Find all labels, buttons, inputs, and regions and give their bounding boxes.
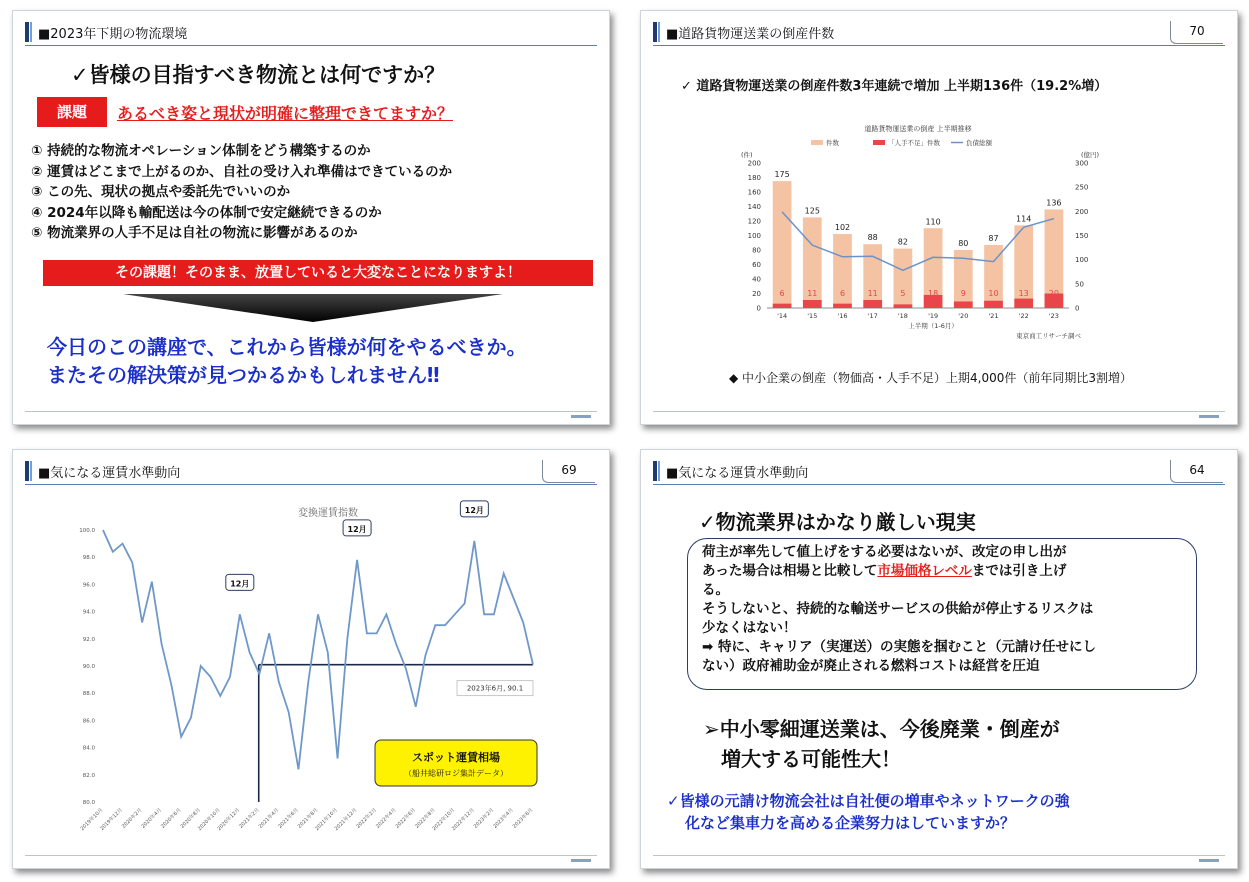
big-warning-line: 増大する可能性大！ bbox=[721, 747, 901, 771]
x-tick: 2021年2月 bbox=[238, 807, 261, 830]
bar-labor-shortage bbox=[773, 304, 792, 308]
x-tick: 2022年6月 bbox=[394, 807, 418, 830]
y-left-tick: 140 bbox=[747, 203, 761, 211]
y-right-tick: 300 bbox=[1075, 159, 1089, 168]
y-tick: 96.0 bbox=[82, 582, 95, 589]
x-tick: 2023年2月 bbox=[472, 807, 496, 830]
slide-4-header bbox=[653, 462, 808, 480]
legend-swatch bbox=[811, 140, 823, 145]
x-tick: 2022年4月 bbox=[375, 807, 398, 830]
y-right-tick: 200 bbox=[1075, 207, 1089, 216]
x-tick: '17 bbox=[867, 312, 878, 320]
bar-labor-shortage bbox=[803, 300, 822, 308]
bar-total-label: 80 bbox=[958, 239, 969, 248]
x-tick: 2022年12月 bbox=[450, 807, 476, 832]
bankruptcy-chart bbox=[723, 121, 1123, 351]
y-left-tick: 40 bbox=[752, 275, 761, 284]
x-tick: '14 bbox=[777, 312, 788, 320]
footer-mark bbox=[1199, 859, 1219, 862]
y-left-unit: (件) bbox=[741, 151, 753, 159]
conclusion-line-1: 今日のこの講座で、これから皆様が何をやるべきか。 bbox=[47, 335, 527, 359]
bar-labor-shortage bbox=[833, 304, 852, 308]
y-right-unit: (億円) bbox=[1081, 151, 1100, 159]
spot-rate-source: （船井総研ロジ集計データ） bbox=[404, 769, 508, 778]
header-accent-bar bbox=[25, 22, 29, 42]
x-tick: '23 bbox=[1048, 312, 1059, 320]
y-left-tick: 80 bbox=[752, 246, 761, 255]
bar-total-label: 110 bbox=[925, 217, 941, 227]
bar-labor-label: 10 bbox=[988, 289, 999, 298]
closing-question bbox=[667, 790, 1070, 834]
x-tick: 2021年6月 bbox=[277, 807, 300, 830]
slide-2 bbox=[640, 10, 1238, 425]
market-price-highlight: 市場価格レベル bbox=[877, 563, 972, 579]
footer-mark bbox=[571, 859, 591, 862]
bar-labor-label: 6 bbox=[839, 289, 846, 298]
warning-banner: その課題！そのまま、放置していると大変なことになりますよ！ bbox=[43, 260, 593, 286]
header-accent-bar-light bbox=[30, 22, 32, 42]
conclusion-line-2: またその解決策が見つかるかもしれません‼ bbox=[47, 363, 440, 387]
footer-rule bbox=[25, 411, 597, 412]
x-tick: 2021年10月 bbox=[314, 807, 339, 832]
big-warning bbox=[703, 714, 1060, 774]
callout-label: 12月 bbox=[347, 524, 367, 534]
down-arrow-icon bbox=[123, 294, 503, 322]
bar-labor-label: 20 bbox=[1048, 289, 1059, 298]
point-label: 2023年6月, 90.1 bbox=[466, 684, 524, 693]
bar-labor-label: 11 bbox=[807, 289, 818, 298]
message-box bbox=[687, 538, 1197, 690]
bar-labor-label: 9 bbox=[960, 289, 966, 298]
header-accent-bar bbox=[653, 22, 657, 42]
issue-item: ② 運賃はどこまで上がるのか、自社の受け入れ準備はできているのか bbox=[31, 163, 453, 180]
x-tick: 2023年4月 bbox=[492, 807, 515, 830]
issue-item: ① 持続的な物流オペレーション体制をどう構築するのか bbox=[31, 143, 371, 159]
y-left-tick: 200 bbox=[747, 159, 761, 168]
slide-1-headline: ✓皆様の目指すべき物流とは何ですか？ bbox=[71, 63, 446, 87]
header-rule bbox=[25, 484, 597, 485]
slide-2-title: ■道路貨物運送業の倒産件数 bbox=[666, 26, 835, 42]
x-tick: '18 bbox=[897, 312, 908, 320]
footer-mark bbox=[571, 415, 591, 418]
bar-labor-shortage bbox=[894, 304, 913, 308]
y-tick: 98.0 bbox=[82, 555, 95, 562]
y-right-tick: 100 bbox=[1075, 256, 1089, 265]
slide-1-header bbox=[25, 23, 187, 41]
bar-total-label: 87 bbox=[988, 233, 999, 243]
y-tick: 90.0 bbox=[82, 664, 95, 670]
slide-1 bbox=[12, 10, 610, 425]
bar-labor-label: 18 bbox=[928, 289, 939, 298]
legend-swatch bbox=[873, 140, 885, 145]
conclusion bbox=[47, 333, 527, 389]
bar-labor-label: 11 bbox=[867, 289, 878, 298]
x-tick: 2020年6月 bbox=[160, 807, 183, 830]
bar-labor-label: 5 bbox=[900, 289, 906, 298]
y-left-tick: 120 bbox=[747, 217, 761, 226]
bar-total-label: 125 bbox=[804, 206, 820, 216]
y-tick: 94.0 bbox=[82, 609, 95, 616]
x-tick: '22 bbox=[1018, 312, 1029, 320]
page-number: 70 bbox=[1170, 21, 1223, 44]
y-tick: 100.0 bbox=[79, 528, 95, 534]
x-tick: 2021年8月 bbox=[296, 807, 320, 830]
y-tick: 80.0 bbox=[82, 800, 95, 806]
y-left-tick: 20 bbox=[752, 290, 761, 298]
bar-total bbox=[863, 244, 882, 308]
message-line bbox=[702, 562, 1182, 581]
x-tick: 2021年12月 bbox=[333, 807, 359, 832]
bar-labor-shortage bbox=[863, 300, 882, 308]
slide-1-title: ■2023年下期の物流環境 bbox=[38, 26, 188, 42]
header-accent-bar-light bbox=[658, 461, 660, 481]
footer-rule bbox=[653, 411, 1225, 412]
x-tick: 2020年12月 bbox=[216, 807, 242, 832]
y-left-tick: 160 bbox=[747, 188, 761, 197]
bar-total-label: 136 bbox=[1046, 198, 1062, 208]
spot-rate-label: スポット運賃相場 bbox=[412, 751, 500, 764]
page-number: 64 bbox=[1170, 460, 1223, 483]
bar-total-label: 82 bbox=[897, 237, 908, 247]
x-tick: 2023年6月 bbox=[511, 807, 535, 830]
bar-total bbox=[894, 249, 913, 308]
y-right-tick: 50 bbox=[1075, 280, 1084, 289]
freight-index-chart bbox=[13, 490, 609, 860]
slide-3 bbox=[12, 449, 610, 869]
bar-total-label: 102 bbox=[834, 223, 851, 233]
y-right-tick: 250 bbox=[1075, 183, 1089, 192]
y-tick: 86.0 bbox=[82, 718, 95, 725]
message-line: ない）政府補助金が廃止される燃料コストは経営を圧迫 bbox=[702, 658, 1040, 674]
kadai-text: あるべき姿と現状が明確に整理できてますか？ bbox=[117, 104, 454, 123]
y-tick: 88.0 bbox=[82, 691, 95, 698]
bar-labor-shortage bbox=[954, 301, 973, 308]
y-left-tick: 0 bbox=[756, 304, 761, 313]
footer-rule bbox=[653, 855, 1225, 856]
issue-item: ⑤ 物流業界の人手不足は自社の物流に影響があるのか bbox=[31, 225, 358, 241]
footer-rule bbox=[25, 855, 597, 856]
issue-list bbox=[31, 141, 452, 244]
header-accent-bar bbox=[653, 461, 657, 481]
y-tick: 84.0 bbox=[82, 745, 95, 752]
bar-labor-label: 6 bbox=[779, 289, 785, 298]
closing-question-line: 化など集車力を高める企業努力はしていますか？ bbox=[685, 814, 1016, 832]
x-tick: 2020年4月 bbox=[140, 807, 164, 830]
chart-title: 道路貨物運送業の倒産 上半期推移 bbox=[864, 125, 972, 133]
x-tick: '15 bbox=[807, 312, 818, 320]
bar-labor-shortage bbox=[1014, 299, 1033, 308]
legend-label: 件数 bbox=[826, 139, 839, 147]
y-left-tick: 100 bbox=[747, 232, 761, 240]
header-rule bbox=[653, 45, 1225, 46]
x-tick: 2022年10月 bbox=[431, 807, 457, 832]
x-tick: '16 bbox=[837, 312, 848, 320]
y-right-tick: 0 bbox=[1075, 304, 1080, 313]
message-line: 荷主が率先して値上げをする必要はないが、改定の申し出が bbox=[702, 544, 1067, 560]
issue-item: ④ 2024年以降も輸配送は今の体制で安定継続できるのか bbox=[31, 204, 382, 221]
message-text: あった場合は相場と比較して bbox=[702, 563, 878, 579]
header-accent-bar bbox=[25, 461, 29, 481]
bar-total-label: 88 bbox=[867, 233, 878, 243]
bar-labor-shortage bbox=[984, 301, 1003, 308]
x-tick: '21 bbox=[988, 312, 999, 320]
debt-line bbox=[782, 212, 1054, 270]
y-left-tick: 180 bbox=[747, 174, 761, 182]
message-line: る。 bbox=[702, 582, 729, 598]
header-accent-bar-light bbox=[658, 22, 660, 42]
x-tick: '20 bbox=[958, 312, 969, 320]
slide-4-headline: ✓物流業界はかなり厳しい現実 bbox=[699, 510, 976, 534]
footer-mark bbox=[1199, 415, 1219, 418]
header-rule bbox=[653, 484, 1225, 485]
bar-total-label: 175 bbox=[774, 170, 790, 180]
x-tick: 2022年2月 bbox=[355, 807, 379, 830]
page-number: 69 bbox=[542, 460, 595, 483]
callout-label: 12月 bbox=[464, 505, 484, 515]
y-left-tick: 60 bbox=[752, 261, 761, 269]
y-right-tick: 150 bbox=[1075, 232, 1089, 240]
message-line: そうしないと、持続的な輸送サービスの供給が停止するリスクは bbox=[702, 601, 1094, 617]
slide-3-header bbox=[25, 462, 180, 480]
bar-labor-label: 13 bbox=[1018, 289, 1029, 298]
x-tick: 2022年8月 bbox=[414, 807, 437, 830]
x-tick: 2019年10月 bbox=[79, 807, 105, 832]
slide-2-header bbox=[653, 23, 834, 41]
x-tick: 2021年4月 bbox=[257, 807, 281, 830]
x-tick: 2020年10月 bbox=[196, 807, 222, 832]
message-line: 少なくはない！ bbox=[702, 620, 797, 636]
freight-index-line bbox=[103, 530, 533, 769]
kadai-badge: 課題 bbox=[37, 97, 107, 127]
chart-source: 東京商工リサーチ調べ bbox=[1016, 332, 1081, 340]
legend-label: 「人手不足」件数 bbox=[888, 139, 940, 147]
callout-label: 12月 bbox=[230, 579, 250, 589]
message-line: ➡ 特に、キャリア（実運送）の実態を掴むこと（元請け任せにし bbox=[702, 639, 1097, 655]
closing-question-line: ✓皆様の元請け物流会社は自社便の増車やネットワークの強 bbox=[667, 792, 1070, 810]
big-warning-line: ➢中小零細運送業は、今後廃業・倒産が bbox=[703, 717, 1060, 741]
message-text: までは引き上げ bbox=[971, 563, 1067, 579]
x-tick: '19 bbox=[928, 312, 939, 320]
slide-2-footer-note: ◆ 中小企業の倒産（物価高・人手不足）上期4,000件（前年同期比3割増） bbox=[729, 371, 1133, 385]
slide-4 bbox=[640, 449, 1238, 869]
header-rule bbox=[25, 45, 597, 46]
bar-total-label: 114 bbox=[1016, 214, 1032, 224]
x-tick: 2019年12月 bbox=[99, 807, 124, 832]
y-tick: 92.0 bbox=[82, 636, 95, 643]
x-tick: 2020年8月 bbox=[179, 807, 203, 830]
x-tick: 2020年2月 bbox=[120, 807, 144, 830]
slide-2-headline: ✓ 道路貨物運送業の倒産件数3年連続で増加 上半期136件（19.2%増） bbox=[681, 79, 1108, 94]
issue-item: ③ この先、現状の拠点や委託先でいいのか bbox=[31, 184, 291, 200]
chart-title: 変換運賃指数 bbox=[298, 508, 358, 519]
legend-label: 負債総額 bbox=[966, 139, 992, 147]
y-tick: 82.0 bbox=[82, 772, 95, 779]
slide-4-title: ■気になる運賃水準動向 bbox=[666, 465, 809, 481]
header-accent-bar-light bbox=[30, 461, 32, 481]
slide-3-title: ■気になる運賃水準動向 bbox=[38, 465, 181, 481]
x-note: 上半期（1-6月） bbox=[908, 322, 958, 330]
